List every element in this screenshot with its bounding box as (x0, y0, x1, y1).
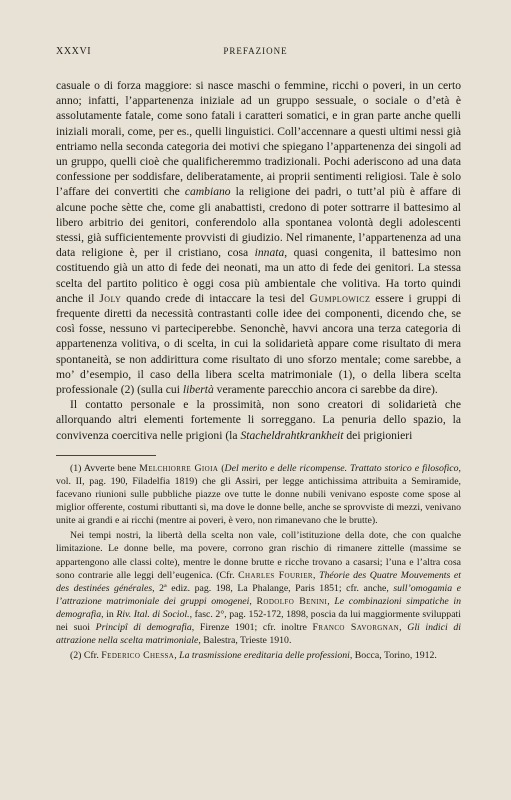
running-title: PREFAZIONE (223, 46, 288, 56)
paragraph-1: casuale o di forza maggiore: si nasce maschi o femmine, ricchi o poveri, in un certo anno; infatti, l’appartenenza iniziale ad un gruppo sessuale, o sociale o d’età è assolutamente fatale, come sono fatali i caratteri somatici, e in gran parte anche quelli iniziali morali, come, per es., quelli linguistici. Coll’accennare a questi ultimi nessi già entriamo nella seconda categoria dei motivi che spiegano l’appartenenza dei singoli ad un gruppo, quelli cioè che qualificheremmo tradizionali. Pochi aderiscono ad una data confessione per soddisfare, deliberatamente, ai proprii sentimenti religiosi. Tale è solo l’affare dei convertiti che cambiano la religione dei padri, o tutt’al più è affare di alcune poche sètte che, come gli anabattisti, credono di poter sottrarre il battesimo al libero arbitrio dei genitori, conferendolo alla spontanea volontà degli adolescenti stessi, già sufficientemente provvisti di giudizio. Nel rimanente, l’appartenenza ad una data religione è, per il cristiano, cosa innata, quasi congenita, il battesimo non costituendo già un atto di fede dei neonati, ma un atto di fede dei genitori. La stessa scelta del partito politico è oggi cosa più ambientale che volitiva. Ha torto quindi anche il Joly quando crede di intaccare la tesi del Gumplowicz essere i gruppi di frequente diretti da necessità contrastanti colle idee dei componenti, dicendo che, se così fosse, nessuno vi parteciperebbe. Senonchè, havvi ancora una terza categoria di appartenenza volitiva, o di scelta, in cui la solidarietà appare come risultato di mera spontaneità, se non addirittura come risultato di uno sforzo mentale; come sarebbe, a mo’ d’esempio, il caso della libera scelta matrimoniale (1), o della libera scelta professionale (2) (sulla cui libertà veramente parecchio ancora ci sarebbe da dire). (56, 79, 462, 397)
paragraph-2: Il contatto personale e la prossimità, non sono creatori di solidarietà che allorquando altri elementi fortemente li sorreggano. La penuria dello spazio, la convivenza coercitiva nelle prigioni (la Stacheldrahtkrankheit dei prigionieri (56, 398, 461, 442)
page-number: XXXVI (56, 46, 92, 57)
running-header (56, 46, 455, 60)
footnote-1-continued: Nei tempi nostri, la libertà della scelta non vale, coll’istituzione della dote, che con qualche limitazione. Le donne belle, ma povere, corrono gran rischio di rimanere zittelle (massime se appartengono alle classi colte), mentre le donne brutte e ricche trovano a casarsi; l’una e l’altra cosa sono contrarie alle leggi dell’eugenica. (Cfr. Charles Fourier, Théorie des Quatre Mouvements et des destinées générales, 2ª ediz. pag. 198, La Phalange, Paris 1851; cfr. anche, sull’omogamia e l’attrazione matrimoniale dei gruppi omogenei, Rodolfo Benini, Le combinazioni simpatiche in demografia, in Riv. Ital. di Sociol., fasc. 2°, pag. 152-172, 1898, poscia da lui maggiormente sviluppati nei suoi Principî di demografia, Firenze 1901; cfr. inoltre Franco Savorgnan, Gli indici di attrazione nella scelta matrimoniale, Balestra, Trieste 1910. (56, 530, 461, 647)
footnote-1: (1) Avverte bene Melchiorre Gioia (Del merito e delle ricompense. Trattato storico e filosofico, vol. II, pag. 190, Filadelfia 1819) che gli Assiri, per legge antichissima attribuita a Semiramide, facevano riunioni sulle pubbliche piazze ove tutte le donne nubili venivano esposte come spose al miglior offerente, costumi ributtanti sì, ma dove le donne belle, anche se sprovviste di mezzi, venivano unite ai grandi e ai ricchi (mentre ai poveri, è vero, non rimanevano che le brutte). (56, 462, 461, 527)
author-name: Joly (99, 291, 122, 305)
page-body (56, 78, 461, 664)
footnote-divider (56, 455, 156, 456)
author-name: Gumplowicz (309, 291, 371, 305)
footnotes (56, 462, 461, 662)
footnote-2: (2) Cfr. Federico Chessa, La trasmissione ereditaria delle professioni, Bocca, Torino, 1912. (70, 650, 437, 662)
